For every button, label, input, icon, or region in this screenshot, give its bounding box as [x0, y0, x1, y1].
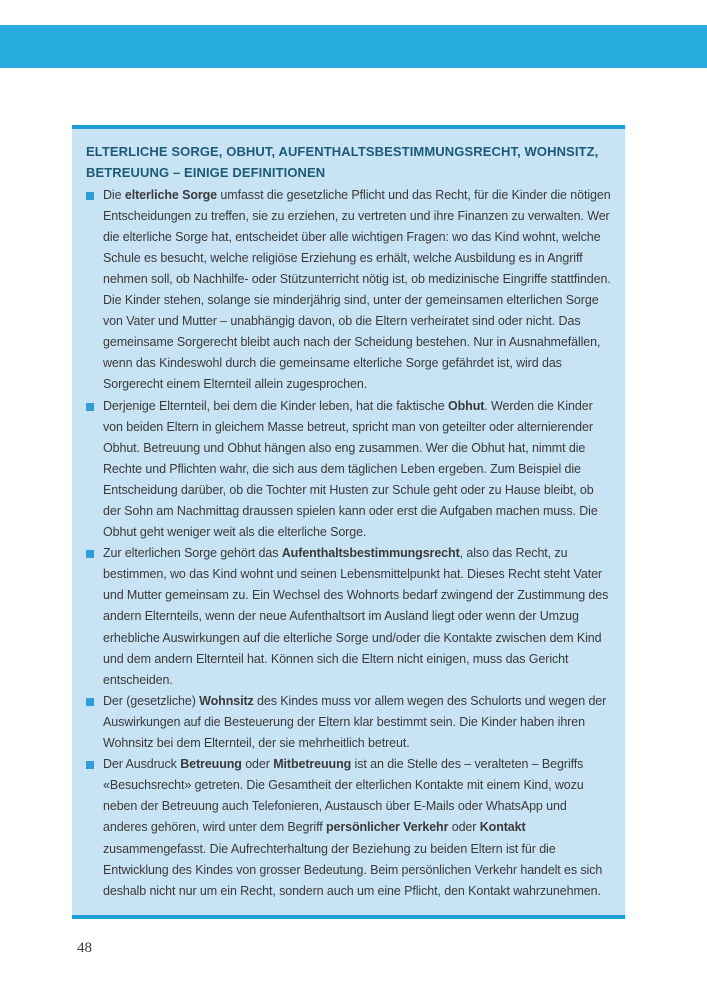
info-box-title-line-2: BETREUUNG – EINIGE DEFINITIONEN [86, 165, 326, 181]
info-box-title-line-1: ELTERLICHE SORGE, OBHUT, AUFENTHALTSBESTIMMUNGSRECHT, WOHNSITZ, [86, 144, 599, 159]
top-accent-bar [0, 25, 707, 68]
bullet-square-icon [86, 698, 94, 706]
page-number: 48 [77, 939, 92, 956]
list-item [86, 543, 611, 691]
definition-wohnsitz: Der (gesetzliche) Wohnsitz des Kindes muss vor allem wegen des Schulorts und wegen der Auswirkungen auf die Besteuerung der Eltern klar bestimmt sein. Die Kinder haben ihren Wohnsitz bei dem Elternteil, der sie mehrheitlich betreut. [103, 693, 607, 751]
list-item [86, 754, 611, 902]
definition-obhut: Derjenige Elternteil, bei dem die Kinder leben, hat die faktische Obhut. Werden die Kinder von beiden Eltern in gleichem Masse betreut, spricht man von geteilter oder alternierender Obhut. Betreuung und Obhut hängen also eng zusammen. Wer die Obhut hat, nimmt die Rechte und Pflichten wahr, die sich aus dem täglichen Leben ergeben. Zum Beispiel die Entscheidung darüber, ob die Tochter mit Husten zur Schule geht oder zu Hause bleibt, ob der Sohn am Nachmittag draussen spielen kann oder erst die Aufgaben machen muss. Die Obhut geht weniger weit als die elterliche Sorge. [103, 398, 598, 540]
bullet-square-icon [86, 761, 94, 769]
bullet-square-icon [86, 550, 94, 558]
list-item [86, 396, 611, 544]
list-item [86, 691, 611, 754]
definitions-info-box [72, 125, 625, 919]
definition-betreuung: Der Ausdruck Betreuung oder Mitbetreuung ist an die Stelle des – veralteten – Begriffs «Besuchsrecht» getreten. Die Gesamtheit der elterlichen Kontakte mit einem Kind, wozu neben der Betreuung auch Telefonieren, Austausch über E-Mails oder WhatsApp und anderes gehören, wird unter dem Begriff persönlicher Verkehr oder Kontakt zusammengefasst. Die Aufrechterhaltung der Beziehung zu beiden Eltern ist für die Entwicklung des Kindes von grosser Bedeutung. Beim persönlichen Verkehr handelt es sich deshalb nicht nur um ein Recht, sondern auch um eine Pflicht, den Kontakt wahrzunehmen. [103, 757, 603, 898]
bullet-square-icon [86, 192, 94, 200]
bullet-square-icon [86, 403, 94, 411]
list-item [86, 185, 611, 396]
definition-elterliche-sorge: Die elterliche Sorge umfasst die gesetzliche Pflicht und das Recht, für die Kinder die nötigen Entscheidungen zu treffen, sie zu erziehen, zu vertreten und ihre Finanzen zu verwalten. Wer die elterliche Sorge hat, entscheidet über alle wichtigen Fragen: wo das Kind wohnt, welche Schule es besucht, welche religiöse Erziehung es erhält, welche Ausbildung es in Angriff nehmen soll, ob Nachhilfe- oder Stützunterricht nötig ist, ob medizinische Eingriffe stattfinden. Die Kinder stehen, solange sie minderjährig sind, unter der gemeinsamen elterlichen Sorge von Vater und Mutter – unabhängig davon, ob die Eltern verheiratet sind oder nicht. Das gemeinsame Sorgerecht bleibt auch nach der Scheidung bestehen. Nur in Ausnahmefällen, wenn das Kindeswohl durch die gemeinsame elterliche Sorge gefährdet ist, wird das Sorgerecht einem Elternteil allein zugesprochen. [103, 187, 611, 392]
definitions-list [86, 185, 611, 902]
definition-aufenthaltsbestimmungsrecht: Zur elterlichen Sorge gehört das Aufenthaltsbestimmungsrecht, also das Recht, zu bestimmen, wo das Kind wohnt und seinen Lebensmittelpunkt hat. Dieses Recht steht Vater und Mutter gemeinsam zu. Ein Wechsel des Wohnorts bedarf zwingend der Zustimmung des andern Elternteils, wenn der neue Aufenthaltsort im Ausland liegt oder wenn der Umzug erhebliche Auswirkungen auf die elterliche Sorge und/oder die Kontakte zwischen dem Kind und dem andern Elternteil hat. Können sich die Eltern nicht einigen, muss das Gericht entscheiden. [103, 546, 609, 687]
